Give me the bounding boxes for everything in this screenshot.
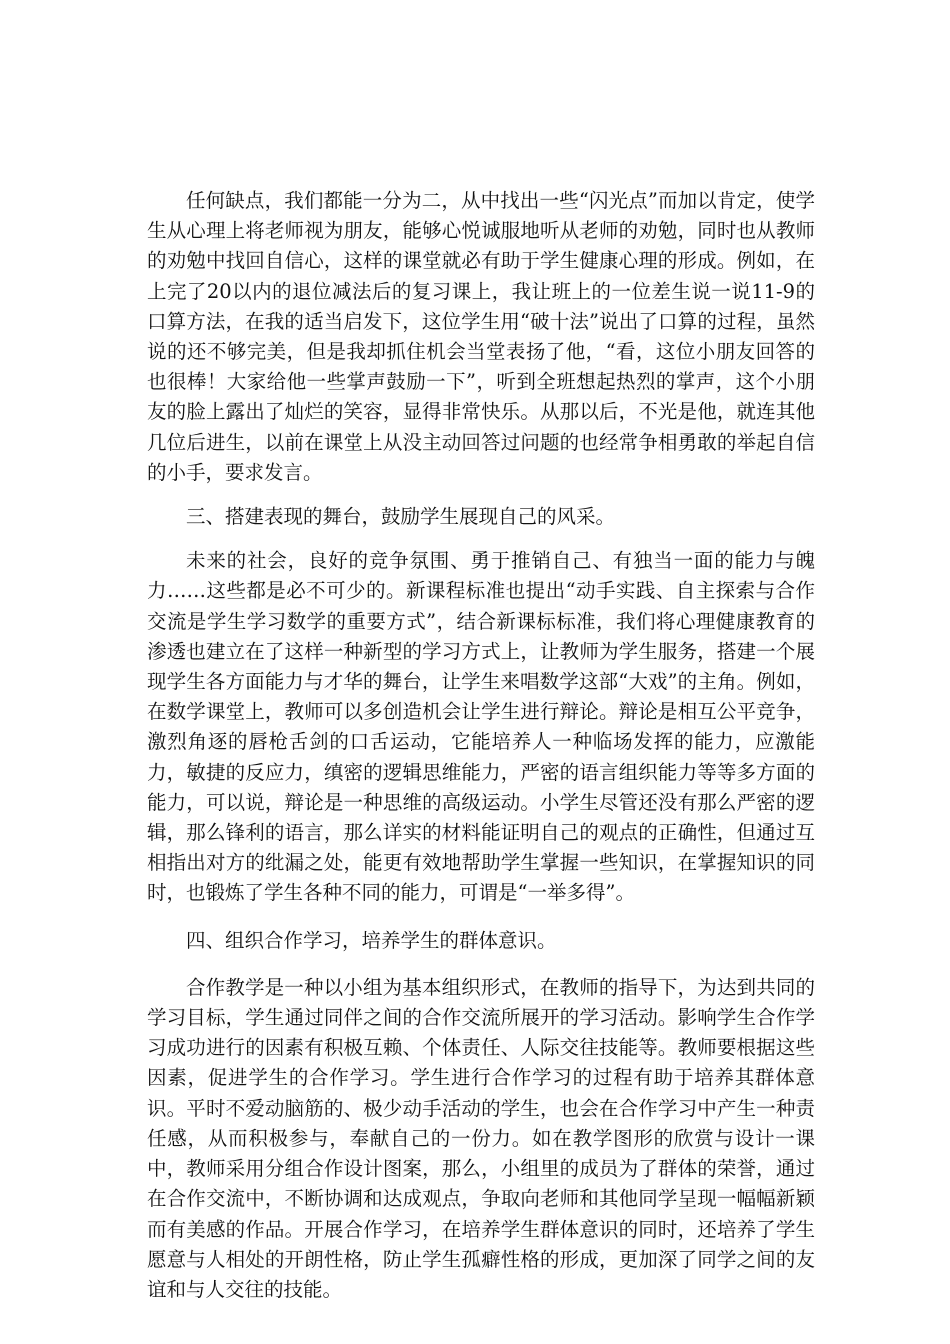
section-heading-four: 四、组织合作学习，培养学生的群体意识。 xyxy=(186,928,557,952)
paragraph-praise: 任何缺点，我们都能一分为二，从中找出一些“闪光点”而加以肯定，使学生从心理上将老师视为朋友，能够心悦诚服地听从老师的劝勉，同时也从教师的劝勉中找回自信心，这样的课堂就必有助于学生健康心理的形成。例如，在上完了20以内的退位减法后的复习课上，我让班上的一位差生说一说11-9的口算方法，在我的适当启发下，这位学生用“破十法”说出了口算的过程，虽然说的还不够完美，但是我却抓住机会当堂表扬了他，“看，这位小朋友回答的也很棒！大家给他一些掌声鼓励一下”，听到全班想起热烈的掌声，这个小朋友的脸上露出了灿烂的笑容，显得非常快乐。从那以后，不光是他，就连其他几位后进生，以前在课堂上从没主动回答过问题的也经常争相勇敢的举起自信的小手，要求发言。 xyxy=(147,189,815,484)
paragraph-cooperation: 合作教学是一种以小组为基本组织形式，在教师的指导下，为达到共同的学习目标，学生通过同伴之间的合作交流所展开的学习活动。影响学生合作学习成功进行的因素有积极互赖、个体责任、人际交往技能等。教师要根据这些因素，促进学生的合作学习。学生进行合作学习的过程有助于培养其群体意识。平时不爱动脑筋的、极少动手活动的学生，也会在合作学习中产生一种责任感，从而积极参与，奉献自己的一份力。如在教学图形的欣赏与设计一课中，教师采用分组合作设计图案，那么，小组里的成员为了群体的荣誉，通过在合作交流中，不断协调和达成观点，争取向老师和其他同学呈现一幅幅新颖而有美感的作品。开展合作学习，在培养学生群体意识的同时，还培养了学生愿意与人相处的开朗性格，防止学生孤癖性格的形成，更加深了同学之间的友谊和与人交往的技能。 xyxy=(147,975,815,1301)
paragraph-stage: 未来的社会，良好的竞争氛围、勇于推销自己、有独当一面的能力与魄力……这些都是必不可少的。新课程标准也提出“动手实践、自主探索与合作交流是学生学习数学的重要方式”，结合新课标标准，我们将心理健康教育的渗透也建立在了这样一种新型的学习方式上，让教师为学生服务，搭建一个展现学生各方面能力与才华的舞台，让学生来唱数学这部“大戏”的主角。例如，在数学课堂上，教师可以多创造机会让学生进行辩论。辩论是相互公平竞争，激烈角逐的唇枪舌剑的口舌运动，它能培养人一种临场发挥的能力，应激能力，敏捷的反应力，缜密的逻辑思维能力，严密的语言组织能力等等多方面的能力，可以说，辩论是一种思维的高级运动。小学生尽管还没有那么严密的逻辑，那么锋利的语言，那么详实的材料能证明自己的观点的正确性，但通过互相指出对方的纰漏之处，能更有效地帮助学生掌握一些知识，在掌握知识的同时，也锻炼了学生各种不同的能力，可谓是“一举多得”。 xyxy=(147,549,815,905)
section-heading-three: 三、搭建表现的舞台，鼓励学生展现自己的风采。 xyxy=(186,505,616,529)
document-body xyxy=(147,186,815,1305)
